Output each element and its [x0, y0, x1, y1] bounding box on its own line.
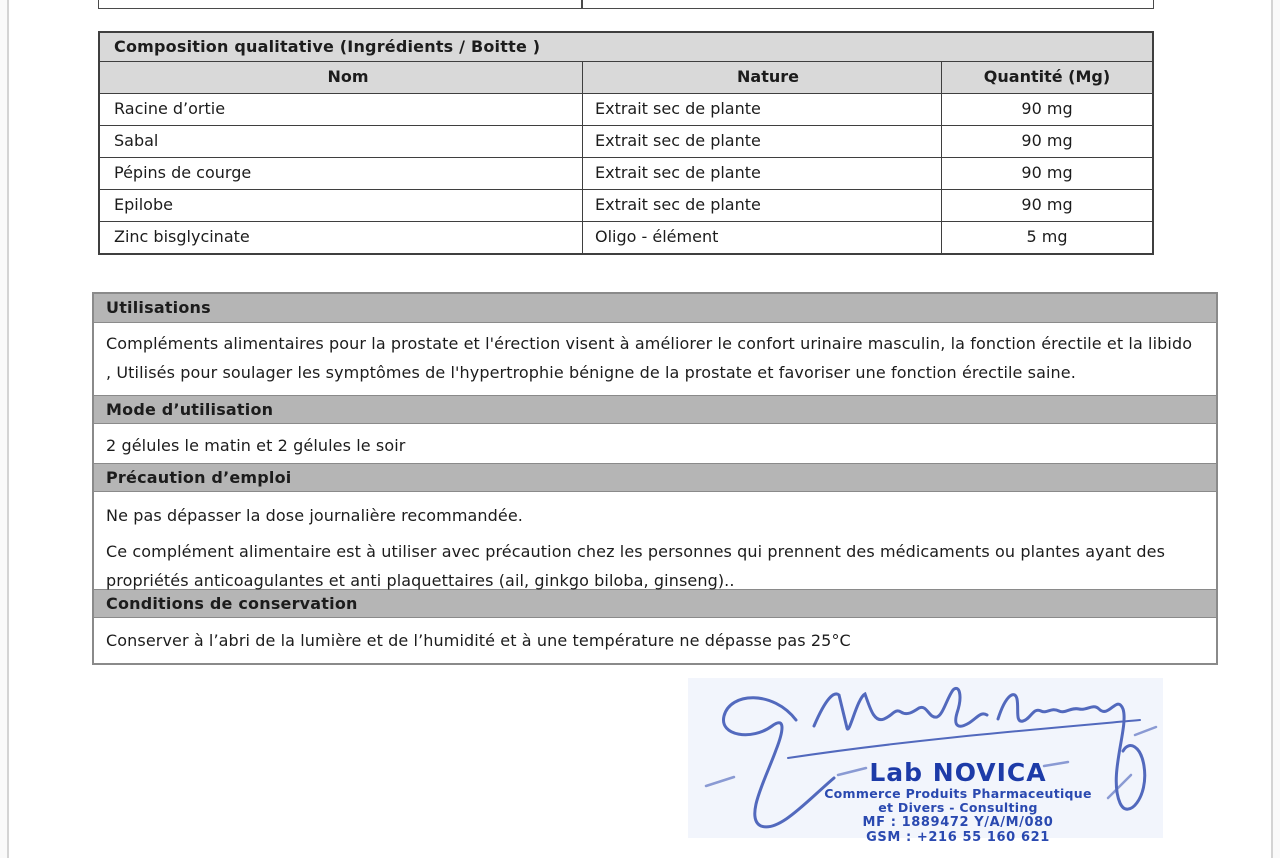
section-header-precaution: Précaution d’emploi: [94, 463, 1216, 491]
cell-quantite: 90 mg: [941, 94, 1152, 125]
section-header-conservation: Conditions de conservation: [94, 589, 1216, 617]
cell-quantite: 90 mg: [941, 190, 1152, 221]
table-row: [100, 125, 1152, 157]
table-row: [100, 221, 1152, 253]
stamp-text-block: [773, 760, 1143, 844]
column-header-quantite: Quantité (Mg): [941, 62, 1152, 93]
stamp-company-name: Lab NOVICA: [869, 758, 1047, 787]
section-body-mode: 2 gélules le matin et 2 gélules le soir: [94, 423, 1216, 463]
company-stamp: [688, 678, 1163, 845]
cell-quantite: 90 mg: [941, 158, 1152, 189]
cell-nom: Epilobe: [114, 195, 173, 214]
cell-nom: Racine d’ortie: [114, 99, 226, 118]
composition-table-title: Composition qualitative (Ingrédients / Boitte ): [100, 33, 1152, 61]
column-header-nom: Nom: [327, 67, 369, 86]
cell-nom: Zinc bisglycinate: [114, 227, 250, 246]
page-right-edge: [1271, 0, 1280, 858]
section-body-precaution: [94, 491, 1216, 589]
composition-table: [98, 31, 1154, 255]
cell-nature: Oligo - élément: [582, 222, 941, 253]
section-body-utilisations: Compléments alimentaires pour la prostate et l'érection visent à améliorer le confort urinaire masculin, la fonction érectile et la libido , Utilisés pour soulager les symptômes de l'hypertrophie bénigne de la prostate et favoriser une fonction érectile saine.: [94, 322, 1216, 395]
cell-nature: Extrait sec de plante: [582, 126, 941, 157]
precaution-paragraph-2: Ce complément alimentaire est à utiliser avec précaution chez les personnes qui prennent des médicaments ou plantes ayant des propriétés anticoagulantes et anti plaquettaires (ail, ginkgo biloba, ginseng)..: [106, 542, 1166, 590]
cell-nature: Extrait sec de plante: [582, 190, 941, 221]
stamp-activity-line-2: et Divers - Consulting: [878, 800, 1038, 815]
stamp-activity-line-1: Commerce Produits Pharmaceutique: [824, 786, 1092, 801]
cell-nom: Pépins de courge: [114, 163, 252, 182]
cell-nature: Extrait sec de plante: [582, 94, 941, 125]
section-body-conservation: Conserver à l’abri de la lumière et de l’humidité et à une température ne dépasse pas 25°C: [94, 617, 1216, 663]
stamp-gsm-number: GSM : +216 55 160 621: [866, 829, 1050, 845]
section-header-mode: Mode d’utilisation: [94, 395, 1216, 423]
cell-nature: Extrait sec de plante: [582, 158, 941, 189]
table-column-divider: [581, 0, 583, 8]
previous-table-fragment: [98, 0, 1154, 9]
section-header-utilisations: Utilisations: [94, 294, 1216, 322]
cell-nom: Sabal: [114, 131, 159, 150]
table-row: [100, 189, 1152, 221]
cell-quantite: 5 mg: [941, 222, 1152, 253]
stamp-mf-number: MF : 1889472 Y/A/M/080: [862, 815, 1054, 830]
column-header-nature: Nature: [582, 62, 941, 93]
precaution-paragraph-1: Ne pas dépasser la dose journalière recommandée.: [106, 506, 523, 525]
page-left-edge: [0, 0, 9, 858]
table-row: [100, 93, 1152, 125]
composition-header-row: [100, 61, 1152, 93]
table-row: [100, 157, 1152, 189]
info-sections-table: [92, 292, 1218, 665]
cell-quantite: 90 mg: [941, 126, 1152, 157]
